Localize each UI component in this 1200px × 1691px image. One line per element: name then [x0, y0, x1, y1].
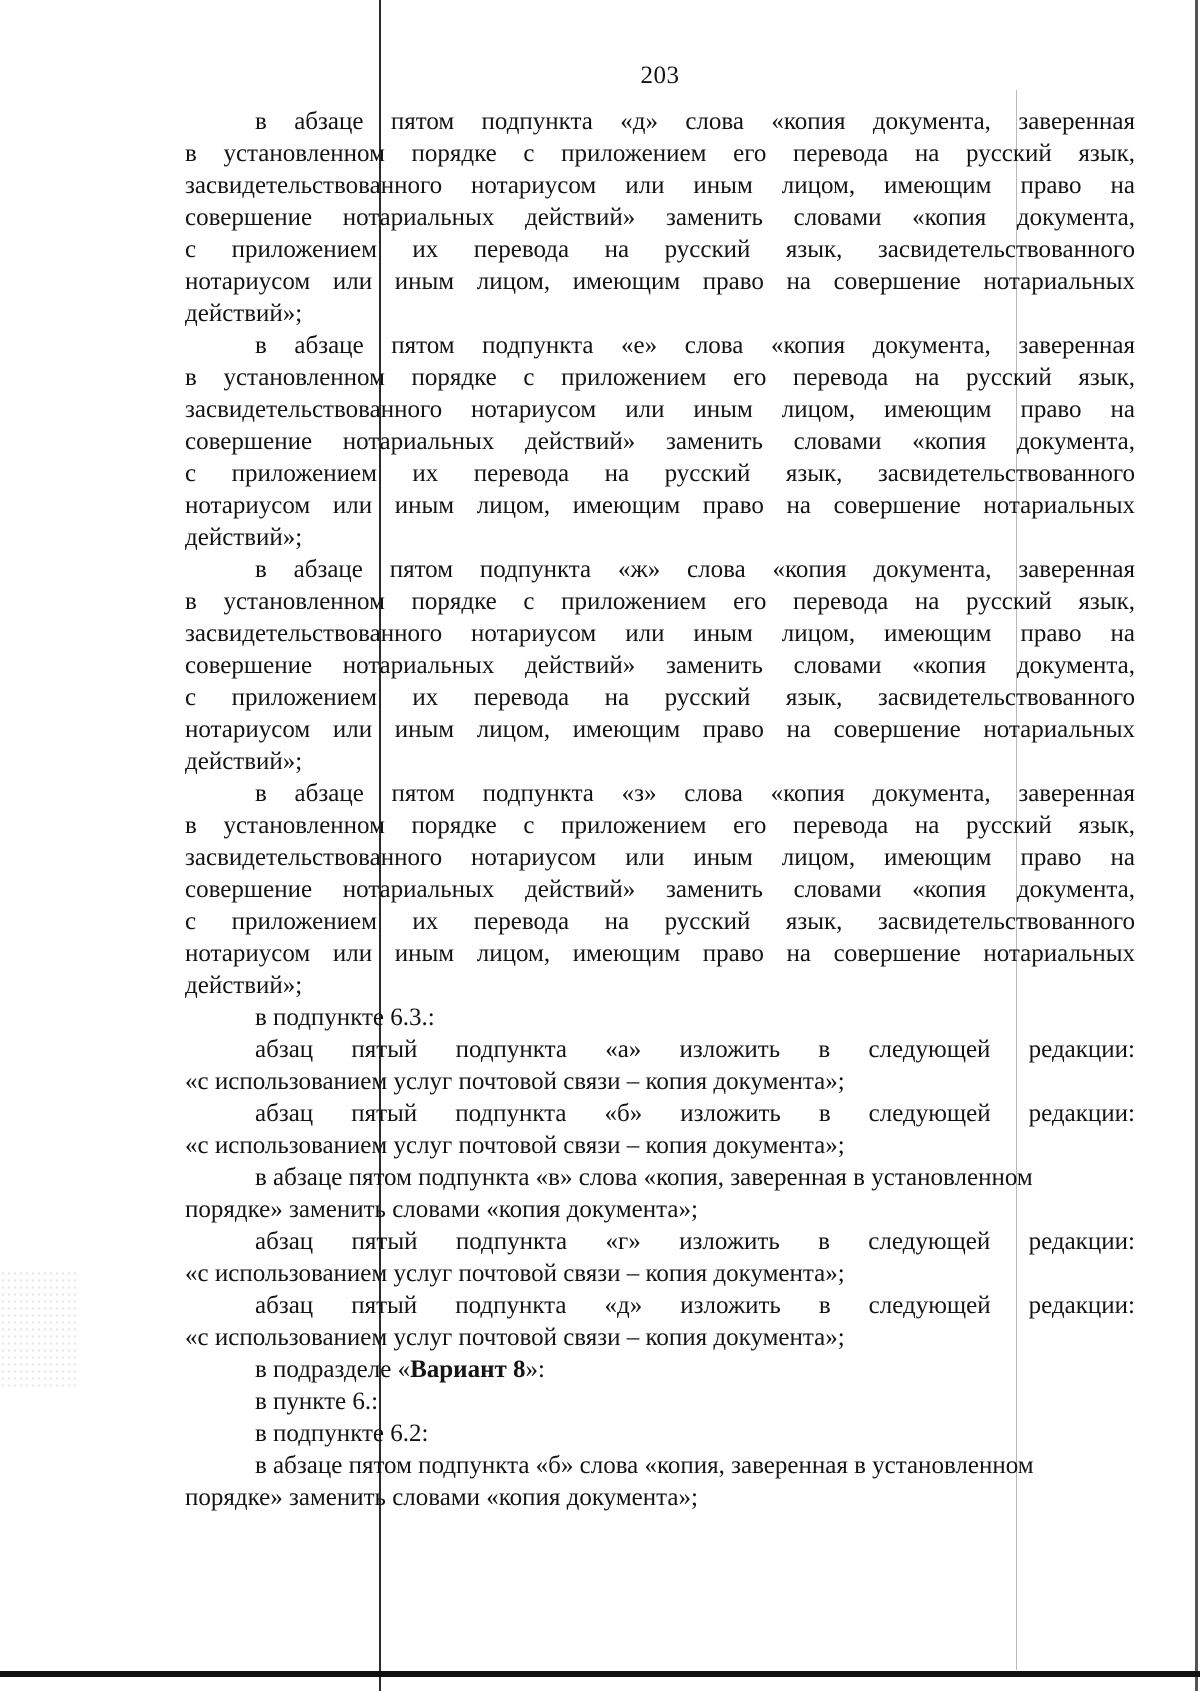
paragraph-line: с приложением их перевода на русский язык, засвидетельствованного [185, 908, 1135, 935]
point-6-heading: в пункте 6.: [255, 1388, 379, 1415]
paragraph-line: совершение нотариальных действий» заменить словами «копия документа, [185, 876, 1135, 903]
paragraph-line: с приложением их перевода на русский язык, засвидетельствованного [185, 460, 1135, 487]
abzac-a-line: абзац пятый подпункта «а» изложить в следующей редакции: [255, 1036, 1135, 1063]
paragraph-line: в абзаце пятом подпункта «е» слова «копия документа, заверенная [255, 332, 1135, 359]
paragraph-line: засвидетельствованного нотариусом или иным лицом, имеющим право на [185, 844, 1135, 871]
paragraph-line: с приложением их перевода на русский язык, засвидетельствованного [185, 684, 1135, 711]
subpoint-6-2-heading: в подпункте 6.2: [255, 1420, 429, 1447]
paragraph-line: нотариусом или иным лицом, имеющим право на совершение нотариальных [185, 716, 1135, 743]
scan-speckle [0, 1270, 80, 1390]
paragraph-line: засвидетельствованного нотариусом или иным лицом, имеющим право на [185, 396, 1135, 423]
paragraph-line: совершение нотариальных действий» заменить словами «копия документа, [185, 428, 1135, 455]
last-amendment-line-2: порядке» заменить словами «копия документа»; [185, 1484, 698, 1511]
abzac-g-line: абзац пятый подпункта «г» изложить в следующей редакции: [255, 1228, 1135, 1255]
scan-artifact-bottom-edge [0, 1671, 1200, 1677]
abzac-d-text: «с использованием услуг почтовой связи – копия документа»; [185, 1324, 845, 1351]
abzac-d-line: абзац пятый подпункта «д» изложить в следующей редакции: [255, 1292, 1135, 1319]
paragraph-line: действий»; [185, 748, 303, 775]
paragraph-line: действий»; [185, 524, 303, 551]
paragraph-line: нотариусом или иным лицом, имеющим право на совершение нотариальных [185, 268, 1135, 295]
paragraph-line: в установленном порядке с приложением его перевода на русский язык, [185, 588, 1135, 615]
abzac-v-line-2: порядке» заменить словами «копия документа»; [185, 1196, 698, 1223]
paragraph-line: совершение нотариальных действий» заменить словами «копия документа, [185, 204, 1135, 231]
paragraph-line: действий»; [185, 972, 303, 999]
paragraph-line: в установленном порядке с приложением его перевода на русский язык, [185, 364, 1135, 391]
paragraph-line: в абзаце пятом подпункта «ж» слова «копия документа, заверенная [255, 556, 1135, 583]
paragraph-line: нотариусом или иным лицом, имеющим право на совершение нотариальных [185, 940, 1135, 967]
paragraph-line: нотариусом или иным лицом, имеющим право на совершение нотариальных [185, 492, 1135, 519]
scan-artifact-right-edge [1195, 0, 1198, 1691]
abzac-a-text: «с использованием услуг почтовой связи – копия документа»; [185, 1068, 845, 1095]
paragraph-line: в установленном порядке с приложением его перевода на русский язык, [185, 140, 1135, 167]
abzac-b-line: абзац пятый подпункта «б» изложить в следующей редакции: [255, 1100, 1135, 1127]
abzac-v-line-1: в абзаце пятом подпункта «в» слова «копия, заверенная в установленном [255, 1164, 1033, 1191]
abzac-b-text: «с использованием услуг почтовой связи – копия документа»; [185, 1132, 845, 1159]
paragraph-line: действий»; [185, 300, 303, 327]
paragraph-line: в установленном порядке с приложением его перевода на русский язык, [185, 812, 1135, 839]
paragraph-line: в абзаце пятом подпункта «з» слова «копия документа, заверенная [255, 780, 1135, 807]
document-body [185, 106, 1135, 1514]
subsection-variant-8: в подразделе «Вариант 8»: [255, 1356, 545, 1383]
subpoint-6-3-heading: в подпункте 6.3.: [255, 1004, 435, 1031]
paragraph-line: в абзаце пятом подпункта «д» слова «копия документа, заверенная [255, 108, 1135, 135]
page-number: 203 [640, 62, 680, 89]
abzac-g-text: «с использованием услуг почтовой связи – копия документа»; [185, 1260, 845, 1287]
paragraph-line: с приложением их перевода на русский язык, засвидетельствованного [185, 236, 1135, 263]
last-amendment-line-1: в абзаце пятом подпункта «б» слова «копия, заверенная в установленном [255, 1452, 1034, 1479]
paragraph-line: совершение нотариальных действий» заменить словами «копия документа, [185, 652, 1135, 679]
paragraph-line: засвидетельствованного нотариусом или иным лицом, имеющим право на [185, 172, 1135, 199]
paragraph-line: засвидетельствованного нотариусом или иным лицом, имеющим право на [185, 620, 1135, 647]
amendment-paragraphs [185, 106, 1135, 1002]
